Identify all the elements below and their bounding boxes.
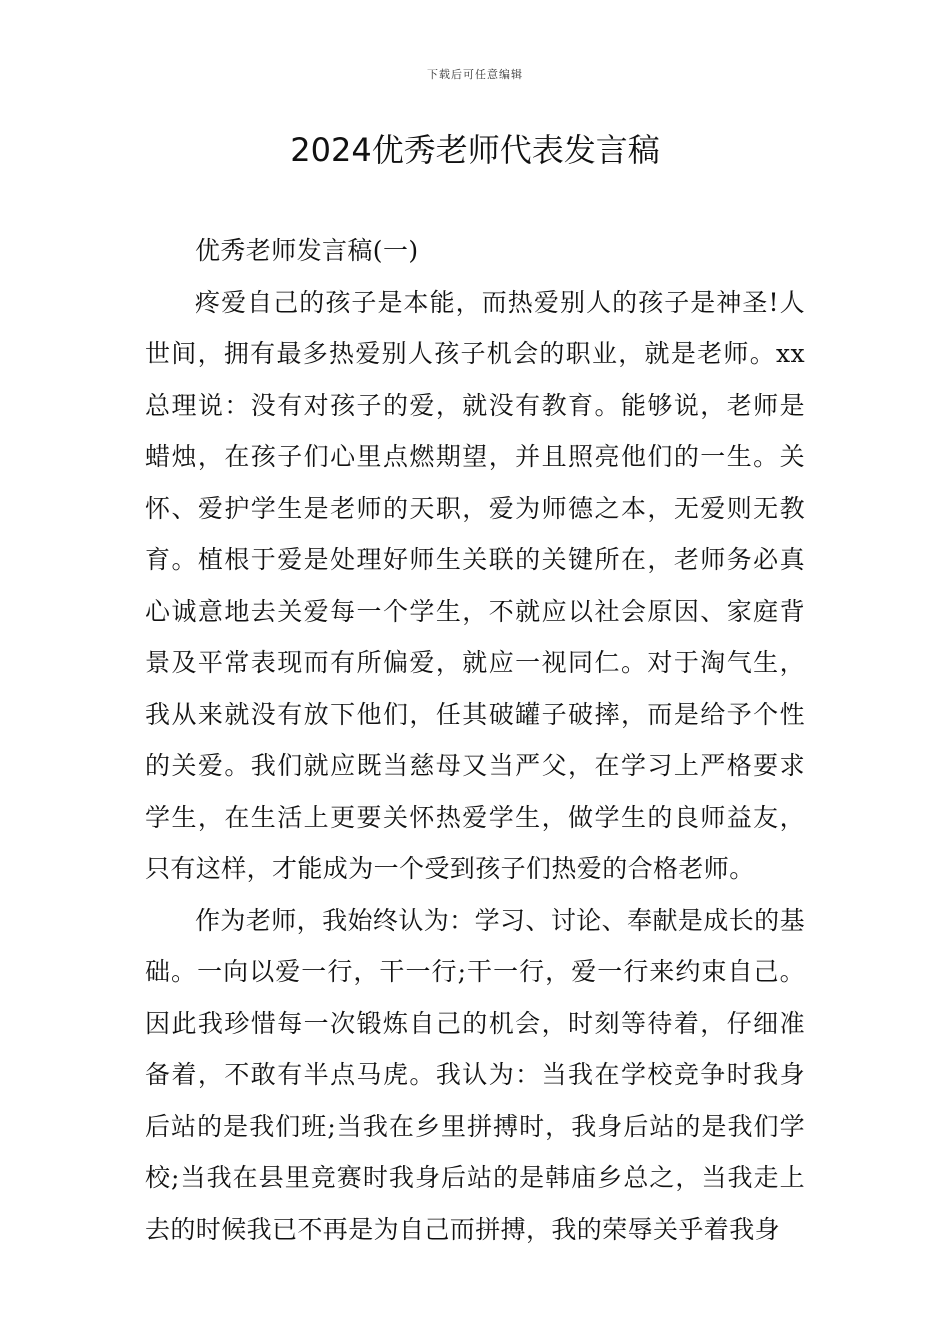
document-body (145, 225, 805, 1255)
paragraph: 作为老师，我始终认为：学习、讨论、奉献是成长的基础。一向以爱一行，干一行;干一行，爱一行来约束自己。因此我珍惜每一次锻炼自己的机会，时刻等待着，仔细准备着，不敢有半点马虎。我认为：当我在学校竞争时我身后站的是我们班;当我在乡里拼搏时，我身后站的是我们学校;当我在县里竞赛时我身后站的是韩庙乡总之，当我走上去的时候我已不再是为自己而拼搏，我的荣辱关乎着我身 (145, 905, 805, 1244)
page-header-note: 下载后可任意编辑 (427, 68, 523, 81)
section-heading: 优秀老师发言稿(一) (195, 236, 419, 265)
paragraph: 疼爱自己的孩子是本能，而热爱别人的孩子是神圣!人世间，拥有最多热爱别人孩子机会的职业，就是老师。xx总理说：没有对孩子的爱，就没有教育。能够说，老师是蜡烛，在孩子们心里点燃期望，并且照亮他们的一生。关怀、爱护学生是老师的天职，爱为师德之本，无爱则无教育。植根于爱是处理好师生关联的关键所在，老师务必真心诚意地去关爱每一个学生，不就应以社会原因、家庭背景及平常表现而有所偏爱，就应一视同仁。对于淘气生，我从来就没有放下他们，任其破罐子破摔，而是给予个性的关爱。我们就应既当慈母又当严父，在学习上严格要求学生，在生活上更要关怀热爱学生，做学生的良师益友，只有这样，才能成为一个受到孩子们热爱的合格老师。 (145, 287, 805, 883)
document-title: 2024优秀老师代表发言稿 (290, 131, 660, 169)
